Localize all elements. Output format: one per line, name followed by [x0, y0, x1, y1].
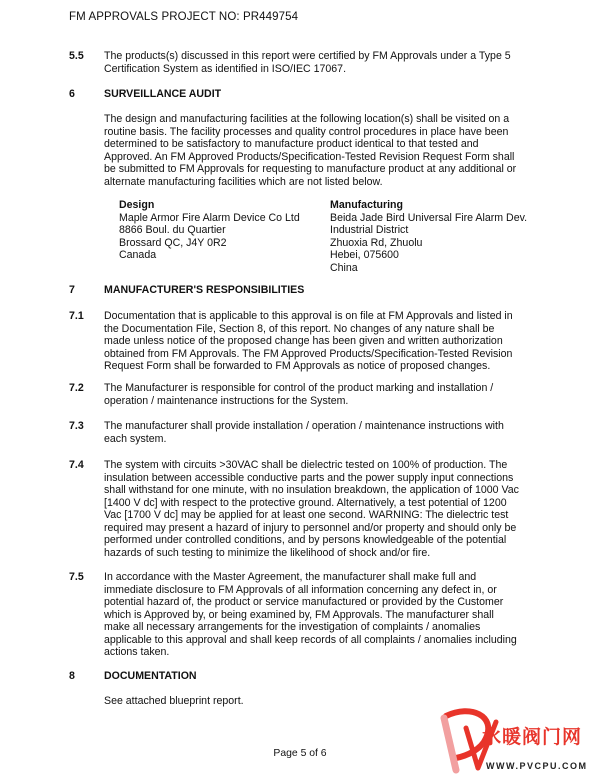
section-number: 7.4 [69, 459, 84, 471]
section-title: DOCUMENTATION [104, 670, 197, 682]
project-header: FM APPROVALS PROJECT NO: PR449754 [69, 11, 299, 23]
page-number: Page 5 of 6 [273, 748, 327, 759]
section-number: 8 [69, 670, 75, 682]
manufacturing-heading: Manufacturing [330, 199, 403, 211]
manufacturing-address: Manufacturing Beida Jade Bird Universal Fire Alarm Dev. Industrial District Zhuoxia Rd, Zhuolu Hebei, 075600 China [330, 199, 528, 274]
section-title: MANUFACTURER'S RESPONSIBILITIES [104, 284, 305, 296]
section-number: 7.2 [69, 382, 84, 394]
section-body: The products(s) discussed in this report were certified by FM Approvals under a Type 5 Certification System as identified in ISO/IEC 17067. [104, 50, 511, 75]
design-address: Design Maple Armor Fire Alarm Device Co Ltd 8866 Boul. du Quartier Brossard QC, J4Y 0R2 Canada [119, 199, 300, 261]
design-heading: Design [119, 199, 155, 211]
section-number: 7.1 [69, 310, 84, 322]
section-number: 5.5 [69, 50, 84, 62]
section-title: SURVEILLANCE AUDIT [104, 88, 222, 100]
watermark-text: 水暖阀门网 [482, 727, 583, 748]
watermark-url: WWW.PVCPU.COM [486, 761, 588, 771]
section-number: 7 [69, 284, 75, 296]
section-number: 6 [69, 88, 75, 100]
section-number: 7.3 [69, 420, 84, 432]
section-number: 7.5 [69, 571, 84, 583]
